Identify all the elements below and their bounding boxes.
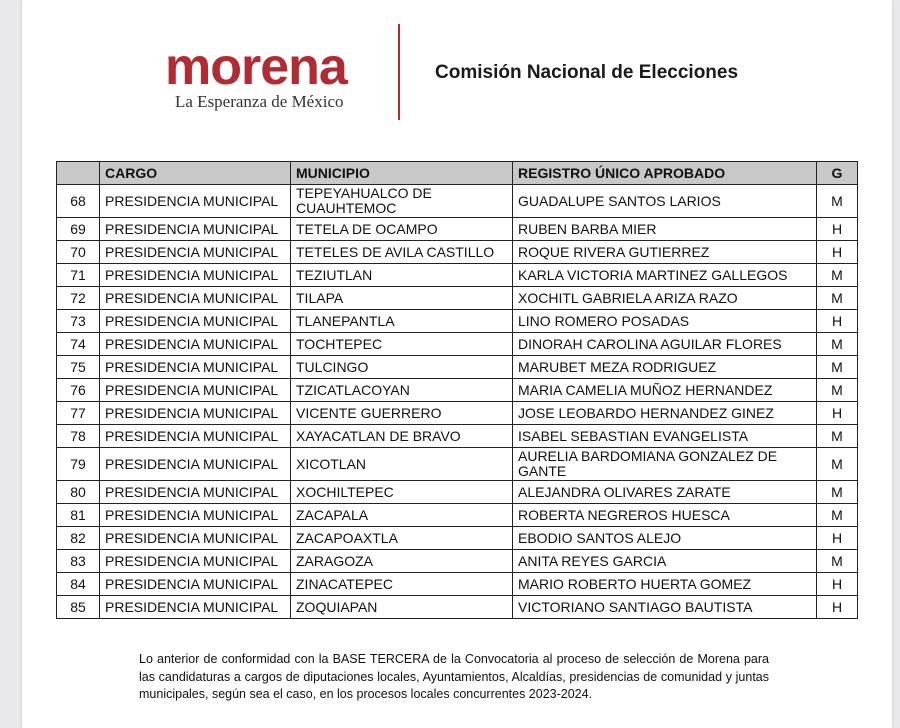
row-municipio: TILAPA: [291, 287, 513, 310]
row-cargo: PRESIDENCIA MUNICIPAL: [100, 402, 291, 425]
row-number: 85: [57, 596, 100, 619]
row-number: 76: [57, 379, 100, 402]
row-cargo: PRESIDENCIA MUNICIPAL: [100, 448, 291, 481]
row-gender: H: [817, 241, 858, 264]
row-registro: ALEJANDRA OLIVARES ZARATE: [513, 481, 817, 504]
row-registro: VICTORIANO SANTIAGO BAUTISTA: [513, 596, 817, 619]
row-gender: M: [817, 333, 858, 356]
table-row: [57, 356, 858, 379]
row-municipio: TULCINGO: [291, 356, 513, 379]
row-registro: EBODIO SANTOS ALEJO: [513, 527, 817, 550]
row-gender: M: [817, 264, 858, 287]
row-gender: M: [817, 550, 858, 573]
table-row: [57, 402, 858, 425]
row-registro: AURELIA BARDOMIANA GONZALEZ DE GANTE: [513, 448, 817, 481]
table-row: [57, 596, 858, 619]
row-cargo: PRESIDENCIA MUNICIPAL: [100, 573, 291, 596]
table-row: [57, 527, 858, 550]
row-cargo: PRESIDENCIA MUNICIPAL: [100, 504, 291, 527]
row-municipio: TEZIUTLAN: [291, 264, 513, 287]
row-municipio: ZACAPOAXTLA: [291, 527, 513, 550]
row-registro: KARLA VICTORIA MARTINEZ GALLEGOS: [513, 264, 817, 287]
row-gender: H: [817, 596, 858, 619]
row-municipio: TOCHTEPEC: [291, 333, 513, 356]
column-header-number: [57, 162, 100, 185]
row-cargo: PRESIDENCIA MUNICIPAL: [100, 527, 291, 550]
row-municipio: XAYACATLAN DE BRAVO: [291, 425, 513, 448]
row-gender: H: [817, 402, 858, 425]
row-cargo: PRESIDENCIA MUNICIPAL: [100, 333, 291, 356]
row-number: 68: [57, 185, 100, 218]
table-row: [57, 379, 858, 402]
row-registro: ROQUE RIVERA GUTIERREZ: [513, 241, 817, 264]
row-gender: M: [817, 425, 858, 448]
column-header-gender: G: [817, 162, 858, 185]
table-row: [57, 573, 858, 596]
row-number: 79: [57, 448, 100, 481]
row-registro: MARUBET MEZA RODRIGUEZ: [513, 356, 817, 379]
row-registro: ROBERTA NEGREROS HUESCA: [513, 504, 817, 527]
footer-note: Lo anterior de conformidad con la BASE TERCERA de la Convocatoria al proceso de selección de Morena para las candidaturas a cargos de diputaciones locales, Ayuntamientos, Alcaldías, presidencias de comunidad y juntas municipales, según sea el caso, en los procesos locales concurrentes 2023-2024.: [139, 652, 769, 701]
row-gender: M: [817, 379, 858, 402]
table-row: [57, 185, 858, 218]
row-cargo: PRESIDENCIA MUNICIPAL: [100, 379, 291, 402]
table-row: [57, 504, 858, 527]
candidates-table: [56, 161, 858, 619]
table-row: [57, 310, 858, 333]
row-number: 82: [57, 527, 100, 550]
row-cargo: PRESIDENCIA MUNICIPAL: [100, 287, 291, 310]
row-gender: M: [817, 481, 858, 504]
row-municipio: TLANEPANTLA: [291, 310, 513, 333]
row-municipio: ZARAGOZA: [291, 550, 513, 573]
row-registro: DINORAH CAROLINA AGUILAR FLORES: [513, 333, 817, 356]
row-gender: M: [817, 504, 858, 527]
row-registro: RUBEN BARBA MIER: [513, 218, 817, 241]
table-row: [57, 264, 858, 287]
table-row: [57, 425, 858, 448]
row-registro: MARIO ROBERTO HUERTA GOMEZ: [513, 573, 817, 596]
row-registro: JOSE LEOBARDO HERNANDEZ GINEZ: [513, 402, 817, 425]
row-number: 84: [57, 573, 100, 596]
row-gender: H: [817, 310, 858, 333]
row-number: 81: [57, 504, 100, 527]
table-row: [57, 218, 858, 241]
row-registro: GUADALUPE SANTOS LARIOS: [513, 185, 817, 218]
row-gender: M: [817, 448, 858, 481]
row-cargo: PRESIDENCIA MUNICIPAL: [100, 310, 291, 333]
row-cargo: PRESIDENCIA MUNICIPAL: [100, 218, 291, 241]
row-gender: M: [817, 287, 858, 310]
table-header-row: [57, 162, 858, 185]
row-gender: H: [817, 527, 858, 550]
row-registro: XOCHITL GABRIELA ARIZA RAZO: [513, 287, 817, 310]
row-cargo: PRESIDENCIA MUNICIPAL: [100, 356, 291, 379]
row-municipio: TETELES DE AVILA CASTILLO: [291, 241, 513, 264]
row-number: 78: [57, 425, 100, 448]
morena-logo: [165, 38, 347, 112]
logo-tagline: La Esperanza de México: [175, 92, 344, 111]
row-number: 74: [57, 333, 100, 356]
table-row: [57, 550, 858, 573]
document-page: [22, 0, 892, 728]
row-gender: H: [817, 218, 858, 241]
row-number: 80: [57, 481, 100, 504]
table-row: [57, 448, 858, 481]
row-municipio: TZICATLACOYAN: [291, 379, 513, 402]
table-row: [57, 287, 858, 310]
row-municipio: TETELA DE OCAMPO: [291, 218, 513, 241]
row-cargo: PRESIDENCIA MUNICIPAL: [100, 425, 291, 448]
row-registro: ANITA REYES GARCIA: [513, 550, 817, 573]
row-gender: H: [817, 573, 858, 596]
row-cargo: PRESIDENCIA MUNICIPAL: [100, 481, 291, 504]
row-municipio: XOCHILTEPEC: [291, 481, 513, 504]
row-number: 77: [57, 402, 100, 425]
row-cargo: PRESIDENCIA MUNICIPAL: [100, 185, 291, 218]
row-registro: LINO ROMERO POSADAS: [513, 310, 817, 333]
row-cargo: PRESIDENCIA MUNICIPAL: [100, 596, 291, 619]
column-header-registro: REGISTRO ÚNICO APROBADO: [513, 162, 817, 185]
row-gender: M: [817, 356, 858, 379]
row-number: 72: [57, 287, 100, 310]
row-number: 73: [57, 310, 100, 333]
row-municipio: ZOQUIAPAN: [291, 596, 513, 619]
row-cargo: PRESIDENCIA MUNICIPAL: [100, 264, 291, 287]
row-municipio: ZACAPALA: [291, 504, 513, 527]
organization-name: Comisión Nacional de Elecciones: [435, 62, 739, 83]
table-row: [57, 481, 858, 504]
header-divider: [398, 24, 400, 120]
row-number: 75: [57, 356, 100, 379]
row-municipio: TEPEYAHUALCO DE CUAUHTEMOC: [291, 185, 513, 218]
row-number: 71: [57, 264, 100, 287]
row-gender: M: [817, 185, 858, 218]
row-number: 69: [57, 218, 100, 241]
row-registro: MARIA CAMELIA MUÑOZ HERNANDEZ: [513, 379, 817, 402]
row-number: 70: [57, 241, 100, 264]
row-municipio: VICENTE GUERRERO: [291, 402, 513, 425]
row-municipio: XICOTLAN: [291, 448, 513, 481]
column-header-municipio: MUNICIPIO: [291, 162, 513, 185]
column-header-cargo: CARGO: [100, 162, 291, 185]
row-municipio: ZINACATEPEC: [291, 573, 513, 596]
row-cargo: PRESIDENCIA MUNICIPAL: [100, 241, 291, 264]
table-row: [57, 241, 858, 264]
row-cargo: PRESIDENCIA MUNICIPAL: [100, 550, 291, 573]
row-registro: ISABEL SEBASTIAN EVANGELISTA: [513, 425, 817, 448]
table-row: [57, 333, 858, 356]
logo-wordmark: morena: [165, 38, 347, 96]
row-number: 83: [57, 550, 100, 573]
